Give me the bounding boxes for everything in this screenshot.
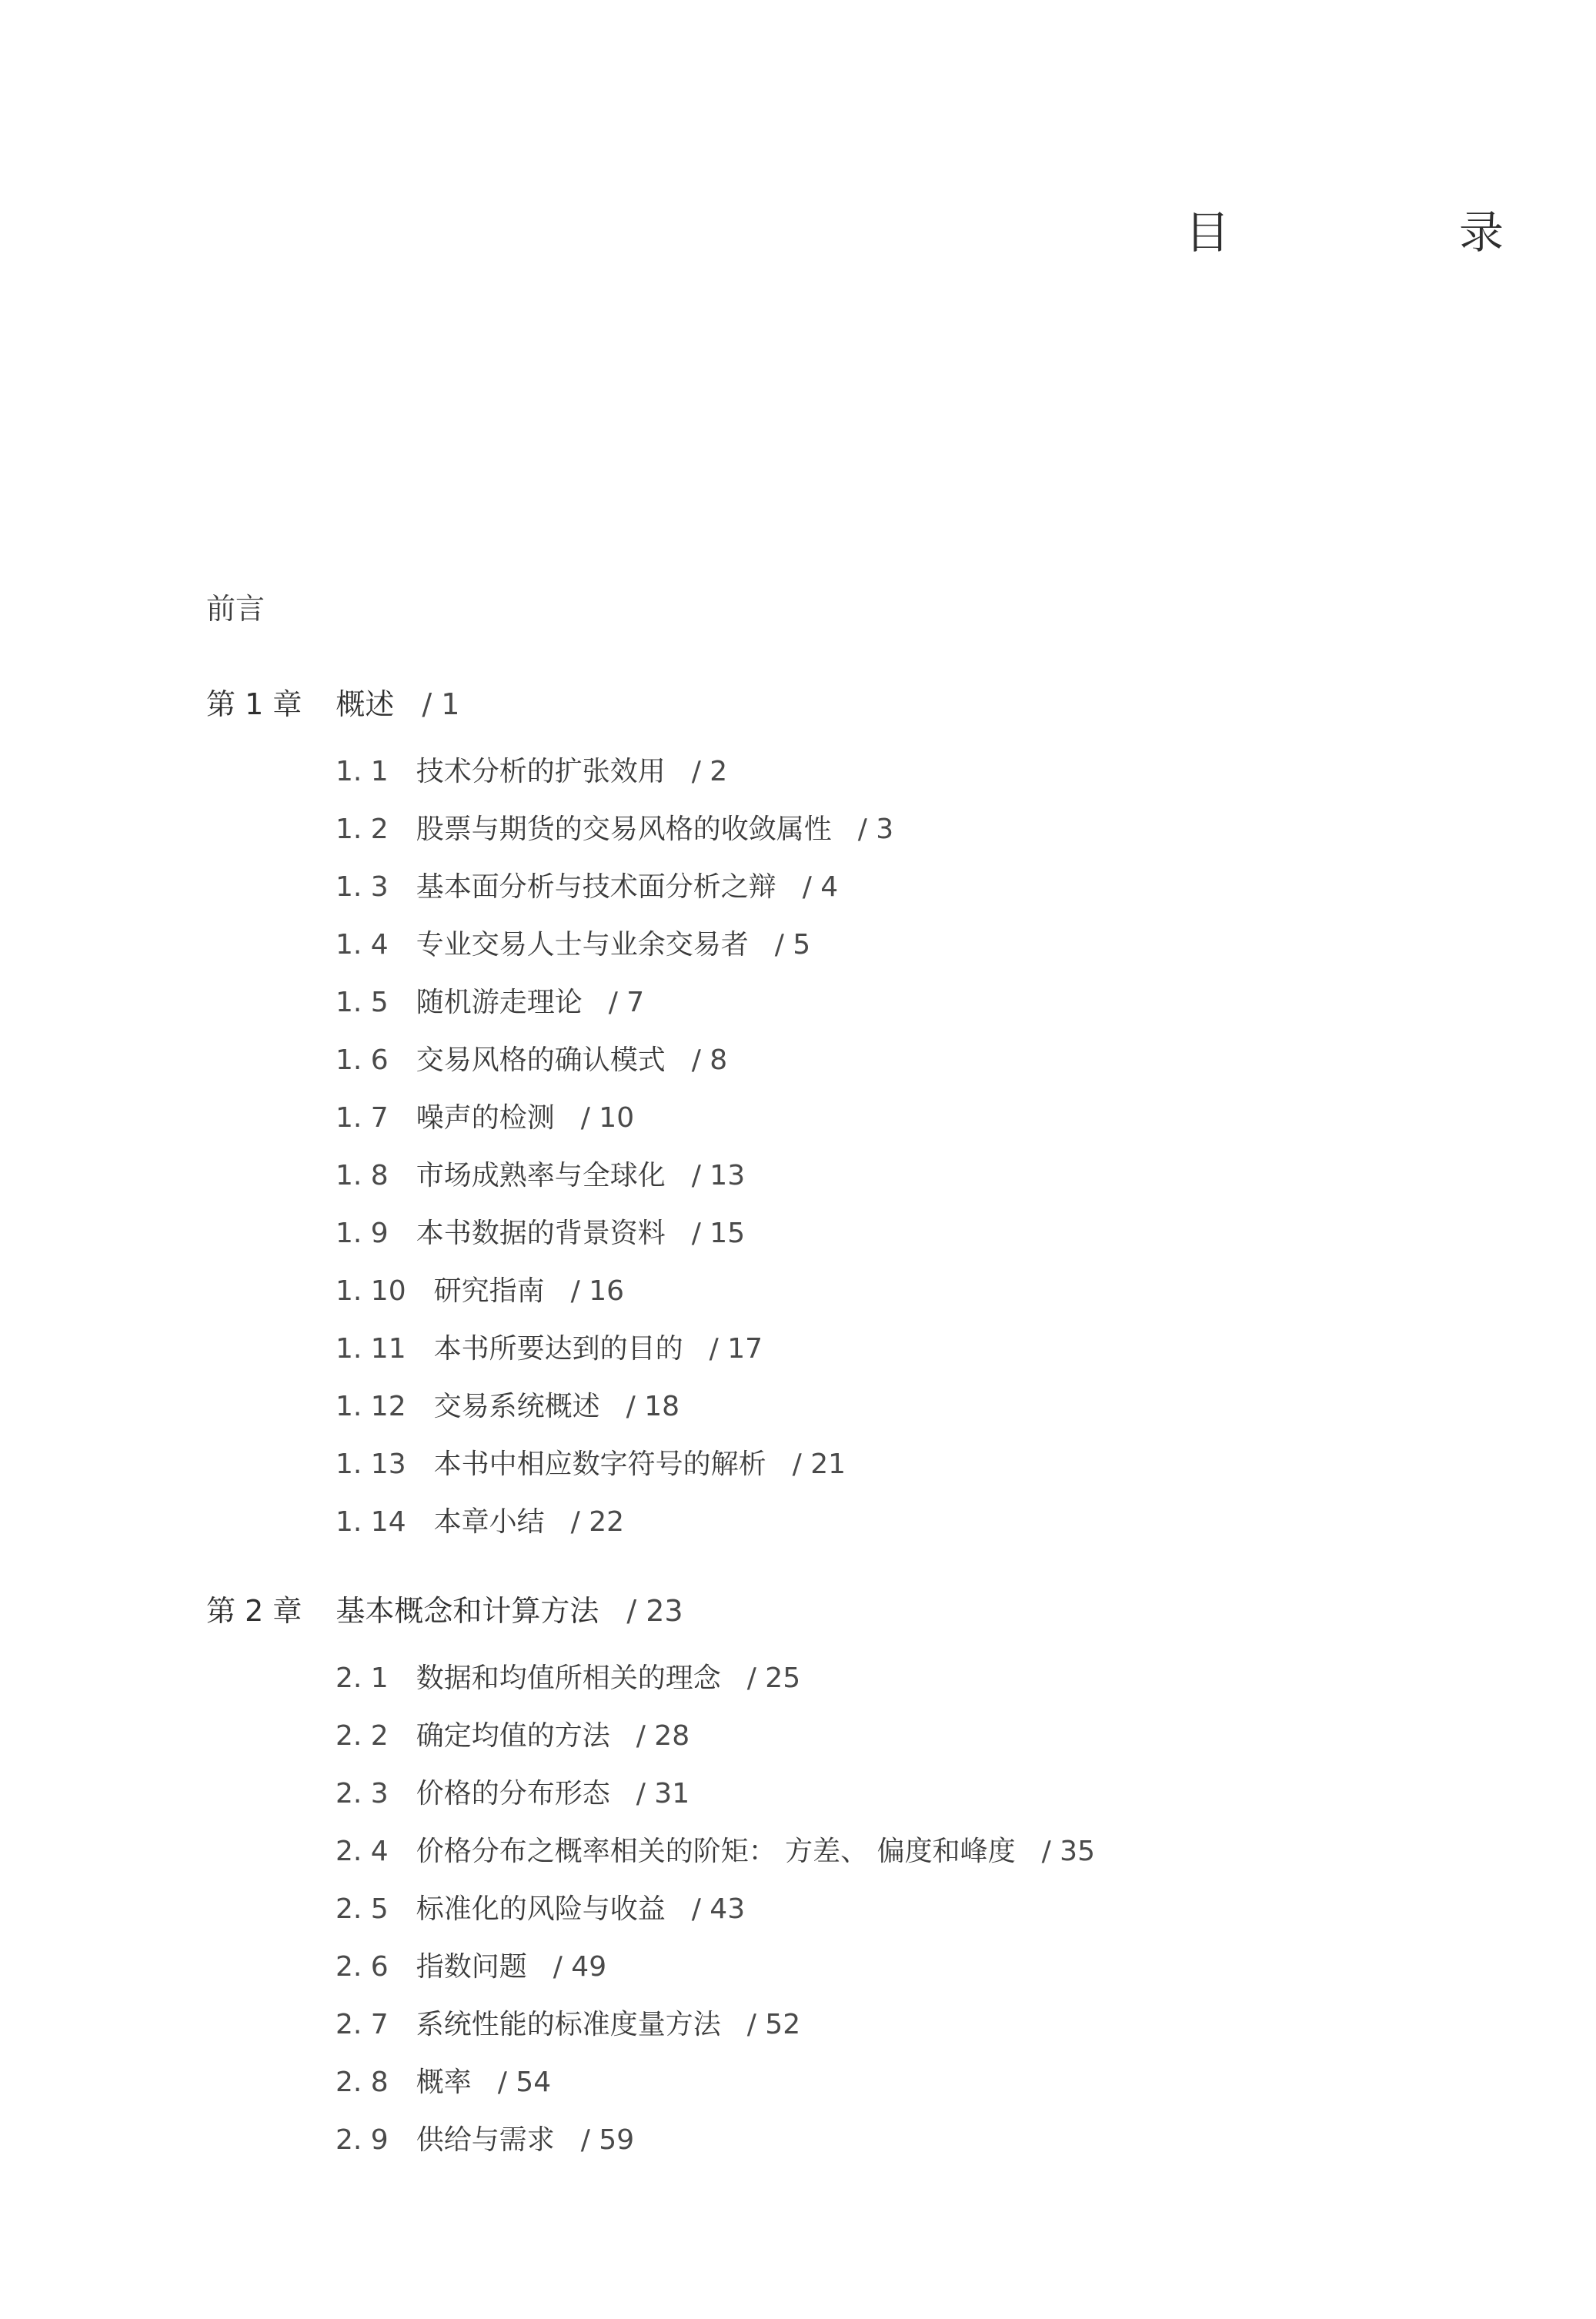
toc-chapters [206,684,1361,2169]
section-number: 1. 1 [336,756,389,787]
section-number: 2. 5 [336,1893,389,1925]
section-title: 指数问题 [416,1951,527,1983]
toc-section-entry[interactable] [336,1823,1361,1880]
section-page-number: / 54 [497,2067,552,2098]
toc-section-entry[interactable] [336,1205,1361,1262]
section-number: 2. 4 [336,1836,389,1867]
toc-section-entry[interactable] [336,1938,1361,1996]
section-list [206,1649,1361,2169]
section-title: 概率 [416,2067,472,2098]
section-number: 2. 9 [336,2124,389,2156]
section-page-number: / 10 [580,1102,635,1134]
section-title: 技术分析的扩张效用 [416,756,666,787]
toc-section-entry[interactable] [336,1996,1361,2053]
section-number: 1. 2 [336,814,389,845]
section-title: 噪声的检测 [416,1102,555,1134]
section-page-number: / 59 [580,2124,635,2156]
section-number: 1. 7 [336,1102,389,1134]
section-title: 供给与需求 [416,2124,555,2156]
section-page-number: / 13 [691,1160,746,1191]
toc-section-entry[interactable] [336,2111,1361,2169]
chapter-label: 第 1 章 [206,687,302,721]
section-number: 1. 13 [336,1449,406,1480]
section-number: 2. 3 [336,1778,389,1809]
section-title: 专业交易人士与业余交易者 [416,929,749,961]
section-page-number: / 4 [802,871,839,903]
section-page-number: / 16 [570,1275,625,1307]
toc-section-entry[interactable] [336,1765,1361,1823]
page-title: 目 录 [1185,206,1596,259]
toc-section-entry[interactable] [336,1031,1361,1089]
section-number: 2. 2 [336,1720,389,1752]
section-number: 2. 7 [336,2009,389,2040]
section-title: 价格分布之概率相关的阶矩： 方差、 偏度和峰度 [416,1836,1016,1867]
section-title: 数据和均值所相关的理念 [416,1662,721,1694]
section-page-number: / 52 [746,2009,801,2040]
section-title: 系统性能的标准度量方法 [416,2009,721,2040]
toc-section-entry[interactable] [336,1262,1361,1320]
section-page-number: / 31 [636,1778,690,1809]
section-page-number: / 28 [636,1720,690,1752]
section-number: 2. 6 [336,1951,389,1983]
toc-section-entry[interactable] [336,916,1361,974]
section-page-number: / 18 [626,1391,680,1422]
section-page-number: / 22 [570,1506,625,1538]
toc-section-entry[interactable] [336,2053,1361,2111]
toc-section-entry[interactable] [336,1649,1361,1707]
section-page-number: / 7 [608,987,645,1018]
section-number: 1. 4 [336,929,389,961]
section-title: 本章小结 [433,1506,545,1538]
section-title: 市场成熟率与全球化 [416,1160,666,1191]
chapter-title: 概述 [336,687,395,721]
chapter-heading[interactable] [206,684,1361,724]
toc-section-entry[interactable] [336,1089,1361,1147]
section-title: 研究指南 [433,1275,545,1307]
toc-section-entry[interactable] [336,858,1361,916]
section-page-number: / 17 [709,1333,763,1365]
section-page-number: / 49 [553,1951,607,1983]
toc-preface[interactable]: 前言 [206,592,265,626]
section-number: 2. 1 [336,1662,389,1694]
section-title: 本书数据的背景资料 [416,1218,666,1249]
section-page-number: / 5 [774,929,811,961]
section-title: 基本面分析与技术面分析之辩 [416,871,776,903]
section-list [206,743,1361,1551]
toc-section-entry[interactable] [336,1880,1361,1938]
toc-section-entry[interactable] [336,974,1361,1031]
section-title: 本书中相应数字符号的解析 [433,1449,766,1480]
toc-section-entry[interactable] [336,743,1361,800]
toc-chapter [206,684,1361,1551]
section-page-number: / 35 [1041,1836,1095,1867]
section-number: 1. 10 [336,1275,406,1307]
section-title: 随机游走理论 [416,987,583,1018]
toc-section-entry[interactable] [336,1493,1361,1551]
toc-section-entry[interactable] [336,1378,1361,1435]
section-page-number: / 43 [691,1893,746,1925]
section-number: 1. 5 [336,987,389,1018]
toc-chapter [206,1591,1361,2169]
section-title: 交易风格的确认模式 [416,1044,666,1076]
section-page-number: / 21 [792,1449,846,1480]
section-number: 2. 8 [336,2067,389,2098]
table-of-contents [206,589,1361,2209]
section-title: 标准化的风险与收益 [416,1893,666,1925]
section-number: 1. 8 [336,1160,389,1191]
section-title: 本书所要达到的目的 [433,1333,683,1365]
section-page-number: / 3 [857,814,894,845]
section-title: 股票与期货的交易风格的收敛属性 [416,814,832,845]
toc-section-entry[interactable] [336,800,1361,858]
section-page-number: / 8 [691,1044,728,1076]
section-number: 1. 3 [336,871,389,903]
section-number: 1. 12 [336,1391,406,1422]
section-page-number: / 25 [746,1662,801,1694]
chapter-page-number: / 23 [626,1594,683,1628]
section-title: 交易系统概述 [433,1391,600,1422]
section-title: 确定均值的方法 [416,1720,610,1752]
toc-section-entry[interactable] [336,1320,1361,1378]
section-number: 1. 11 [336,1333,406,1365]
toc-section-entry[interactable] [336,1707,1361,1765]
chapter-title: 基本概念和计算方法 [336,1594,599,1628]
chapter-label: 第 2 章 [206,1594,302,1628]
section-title: 价格的分布形态 [416,1778,610,1809]
section-number: 1. 14 [336,1506,406,1538]
section-page-number: / 15 [691,1218,746,1249]
section-number: 1. 9 [336,1218,389,1249]
toc-section-entry[interactable] [336,1147,1361,1205]
section-page-number: / 2 [691,756,728,787]
section-number: 1. 6 [336,1044,389,1076]
toc-section-entry[interactable] [336,1435,1361,1493]
chapter-page-number: / 1 [422,687,460,721]
chapter-heading[interactable] [206,1591,1361,1631]
